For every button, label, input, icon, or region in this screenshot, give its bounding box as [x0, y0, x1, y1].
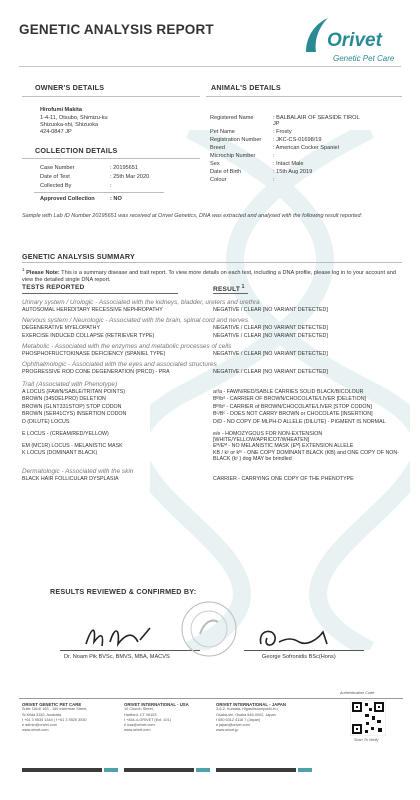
footer-stripe-1 [22, 768, 102, 772]
test-name: K LOCUS (DOMINANT BLACK) [22, 450, 98, 456]
footer-stripe-4 [196, 768, 210, 772]
footer-stripe-2 [104, 768, 118, 772]
result-heading: RESULT $^1$ [213, 284, 245, 294]
owner-address-3: 424-0847 JP [40, 129, 72, 135]
test-result: NEGATIVE / CLEAR [NO VARIANT DETECTED] [213, 368, 328, 375]
test-name: DEGENERATIVE MYELOPATHY [22, 325, 100, 331]
category-heading: Trait (Associated with Phenotype) [22, 380, 118, 388]
test-name: BLACK HAIR FOLLICULAR DYSPLASIA [22, 476, 119, 482]
test-result: KB / kʸ or kᵇʳ - ONE COPY DOMINANT BLACK (KB) and ONE COPY OF NON-BLACK (kʸ ) dog MAY be brindled [213, 450, 399, 463]
scan-to-verify-label: Scan To Verify [354, 738, 379, 742]
test-name: EXERCISE INDUCED COLLAPSE (RETRIEVER TYPE) [22, 332, 155, 339]
test-result: NEGATIVE / CLEAR [NO VARIANT DETECTED] [213, 307, 328, 313]
logo-word: Orivet [327, 30, 382, 51]
owner-rule [22, 96, 200, 97]
test-result: D/D - NO COPY OF MLPH-D ALLELE (DILUTE) - PIGMENT IS NORMAL [213, 418, 386, 425]
test-name: EM (MC1R) LOCUS - MELANISTIC MASK [22, 442, 123, 449]
footer-divider [19, 698, 403, 699]
test-name: PHOSPHOFRUCTOKINASE DEFICIENCY (SPANIEL TYPE) [22, 350, 166, 357]
test-result: e/e - HOMOZYGOUS FOR NON-EXTENSION [WHITE/YELLOW/APRICOT/WHEATEN] [213, 430, 323, 443]
sample-note: Sample with Lab ID Number 20195651 was received at Orivet Genetics, DNA was extracted and analysed with the following result reported: [22, 213, 363, 219]
logo-tagline: Genetic Pet Care [333, 54, 395, 63]
test-name: E LOCUS - (CREAM/RED/YELLOW) [22, 430, 109, 437]
summary-heading: GENETIC ANALYSIS SUMMARY [22, 252, 136, 261]
owner-heading: OWNER'S DETAILS [35, 83, 105, 92]
orivet-swoosh-icon [302, 16, 330, 56]
animal-heading: ANIMAL'S DETAILS [211, 83, 281, 92]
test-result: Bᴮ/bˢ - CARRIER of BROWN/CHOCOLATE/LIVER [STOP CODON] [213, 403, 372, 410]
summary-rule [22, 262, 402, 263]
tests-reported-heading: TESTS REPORTED [22, 284, 85, 291]
test-result: aʸ/a - FAWN/RED/SABLE CARRIES SOLID BLACK/BICOLOUR [213, 388, 364, 395]
test-name: D (DILUTE) LOCUS [22, 418, 70, 425]
test-name: BROWN (345DELPRO) DELETION [22, 396, 106, 402]
qr-code-icon[interactable] [350, 700, 386, 736]
test-result: NEGATIVE / CLEAR [NO VARIANT DETECTED] [213, 350, 328, 357]
footer-stripe-3 [124, 768, 194, 772]
footer-stripe-6 [298, 768, 312, 772]
test-result: Bᶜ/Bᶜ - DOES NOT CARRY BROWN or CHOCOLATE [INSERTION] [213, 411, 373, 417]
tests-col-rule [22, 293, 178, 294]
left-signature-line [60, 650, 200, 651]
footer-japan: ORIVET INTERNATIONAL - JAPAN 3-6-2, Kumata, Higashisumiyoshi-Ku, Osaka-shi, Osaka 546-0002, Japan t 080 6312 4118 7 (Japan) e japan@orivet.com www.orivet.jp [216, 702, 286, 733]
test-name: AUTOSOMAL HEREDITARY RECESSIVE NEPHROPATHY [22, 307, 163, 313]
report-page: GENETIC ANALYSIS REPORT Orivet Genetic Pet Care OWNER'S DETAILS Hirofumi Makita 1-4-11, Otsubo, Shimizu-ku Shizuoka-shi, Shizuoka 424-0847 JP COLLECTION DETAILS Case Number : 20195651 Date of Test : 25th Mar 2020 Collected By : Approved Collection : NO ANIMAL'S DETAILS Registered Name : BALBALAIR OF SEASIDE TIROL JP Pet Name : Frosty Registration Number : JKC-CS-01698/19 Breed : American Cocker Spaniel Microchip Number : Sex : Intact Male Date of Birth : 15th Aug 2019 Colour : Sample with Lab ID Number 20195651 was received at Orivet Genetics, DNA was extracted and analysed with the following result reported: GENETIC ANALYSIS SUMMARY $^1$ Please Note: This is a summary disease and trait report. To view more details on each test, including a DNA profile, please log in to your account and view the detailed single DNA report. TESTS REPORTED RESULT $^1$ Urinary system / Urologic - Associated with the kidneys, bladder, ureters and urethra AUTOSOMAL HEREDITARY RECESSIVE NEPHROPATHY NEGATIVE / CLEAR [NO VARIANT DETECTED] Nervous system / Neurologic - Associated with the brain, spinal cord and nerves DEGENERATIVE MYELOPATHY NEGATIVE / CLEAR [NO VARIANT DETECTED] EXERCISE INDUCED COLLAPSE (RETRIEVER TYPE) NEGATIVE / CLEAR [NO VARIANT DETECTED] Metabolic - Associated with the enzymes and metabolic processes of cells PHOSPHOFRUCTOKINASE DEFICIENCY (SPANIEL TYPE) NEGATIVE / CLEAR [NO VARIANT DETECTED] Ophthalmologic - Associated with the eyes and associated structures PROGRESSIVE ROD CONE DEGENERATION (PRCD) - PRA NEGATIVE / CLEAR [NO VARIANT DETECTED] Trait (Associated with Phenotype) A LOCUS (FAWN/SABLE/TRITAN POINTS) aʸ/a - FAWN/RED/SABLE CARRIES SOLID BLACK/BICOLOUR BROWN (345DELPRO) DELETION Bᴮ/bᵈ - CARRIER OF BROWN/CHOCOLATE/LIVER [DELETION] BROWN (GLNT331STOP) STOP CODON Bᴮ/bˢ - CARRIER of BROWN/CHOCOLATE/LIVER [STOP CODON] BROWN (SER41CYS) INSERTION CODON Bᶜ/Bᶜ - DOES NOT CARRY BROWN or CHOCOLATE [INSERTION] D (DILUTE) LOCUS D/D - NO COPY OF MLPH-D ALLELE (DILUTE) - PIGMENT IS NORMAL E LOCUS - (CREAM/RED/YELLOW) e/e - HOMOZYGOUS FOR NON-EXTENSION [WHITE/YELLOW/APRICOT/WHEATEN] EM (MC1R) LOCUS - MELANISTIC MASK Eᴹ/Eᴹ - NO MELANISTIC MASK (Eᴹ) EXTENSION ALLELE K LOCUS (DOMINANT BLACK) KB / kʸ or kᵇʳ - ONE COPY DOMINANT BLACK (KB) and ONE COPY OF NON-BLACK (kʸ ) dog MAY be brindled Dermatologic - Associated with the skin BLACK HAIR FOLLICULAR DYSPLASIA CARRIER - CARRYING ONE COPY OF THE PHENOTYPE RESULTS REVIEWED & CONFIRMED BY: Dr. Noam Pik BVSc, BMVS, MBA, MACVS George Sofronidis BSc(Hons) ORIVET GENETIC PET CARE Suite 1814/ 163 - 169 Inkerman Street, St Kilda 3182, Australia t +61 3 9534 1344 | f +61 3 9525 3530 e admin@orivet.com www.orivet.com ORIVET INTERNATIONAL - USA 10 Church Street, Hartford, CT 06103 t +844-4-ORIVET (Ext. 101) e usa@orivet.com www.orivet.com ORIVET INTERNATIONAL - JAPAN 3-6-2, Kumata, Higashisumiyoshi-Ku, Osaka-shi, Osaka 546-0002, Japan t 080 6312 4118 7 (Japan) e japan@orivet.com www.orivet.jp Authentication Code Scan To Verify [0, 0, 420, 800]
owner-address-1: 1-4-11, Otsubo, Shimizu-ku [40, 115, 108, 121]
test-name: BROWN (GLNT331STOP) STOP CODON [22, 403, 122, 410]
category-heading: Metabolic - Associated with the enzymes and metabolic processes of cells [22, 342, 232, 350]
reviewed-heading: RESULTS REVIEWED & CONFIRMED BY: [50, 587, 197, 596]
right-signature [253, 622, 343, 652]
right-signatory: George Sofronidis BSc(Hons) [262, 654, 336, 660]
collection-sub-rule [34, 192, 164, 193]
test-result: Bᴮ/bᵈ - CARRIER OF BROWN/CHOCOLATE/LIVER [DELETION] [213, 396, 367, 402]
footer-usa: ORIVET INTERNATIONAL - USA 10 Church Street, Hartford, CT 06103 t +844-4-ORIVET (Ext. 101) e usa@orivet.com www.orivet.com [124, 702, 189, 733]
footer-stripe-5 [216, 768, 296, 772]
footer-australia: ORIVET GENETIC PET CARE Suite 1814/ 163 - 169 Inkerman Street, St Kilda 3182, Australia t +61 3 9534 1344 | f +61 3 9525 3530 e admin@orivet.com www.orivet.com [22, 702, 88, 733]
report-title: GENETIC ANALYSIS REPORT [19, 22, 214, 37]
test-result: Eᴹ/Eᴹ - NO MELANISTIC MASK (Eᴹ) EXTENSION ALLELE [213, 442, 354, 449]
test-name: BROWN (SER41CYS) INSERTION CODON [22, 411, 127, 417]
category-heading: Dermatologic - Associated with the skin [22, 468, 134, 475]
test-result: NEGATIVE / CLEAR [NO VARIANT DETECTED] [213, 332, 328, 339]
auth-code-label: Authentication Code [340, 691, 375, 695]
collection-rule [22, 158, 200, 159]
category-heading: Urinary system / Urologic - Associated with the kidneys, bladder, ureters and urethra [22, 299, 260, 306]
test-name: A LOCUS (FAWN/SABLE/TRITAN POINTS) [22, 388, 126, 395]
category-heading: Ophthalmologic - Associated with the eyes and associated structures [22, 360, 217, 368]
header-divider [19, 66, 401, 67]
owner-name: Hirofumi Makita [40, 107, 82, 113]
left-signature [80, 622, 170, 652]
collection-heading: COLLECTION DETAILS [35, 146, 118, 155]
summary-note: $^1$ Please Note: This is a summary disease and trait report. To view more details on each test, including a DNA profile, please log in to your account and view the detailed single DNA report. [22, 267, 396, 284]
approval-seal [180, 600, 238, 658]
animal-rule [206, 96, 402, 97]
owner-address-2: Shizuoka-shi, Shizuoka [40, 122, 99, 128]
test-result: CARRIER - CARRYING ONE COPY OF THE PHENOTYPE [213, 476, 354, 482]
right-signature-line [244, 650, 364, 651]
left-signatory: Dr. Noam Pik BVSc, BMVS, MBA, MACVS [64, 654, 170, 660]
test-result: NEGATIVE / CLEAR [NO VARIANT DETECTED] [213, 325, 328, 331]
category-heading: Nervous system / Neurologic - Associated with the brain, spinal cord and nerves [22, 317, 249, 324]
test-name: PROGRESSIVE ROD CONE DEGENERATION (PRCD) - PRA [22, 368, 170, 375]
result-col-rule [213, 293, 248, 294]
orivet-logo [300, 14, 410, 68]
